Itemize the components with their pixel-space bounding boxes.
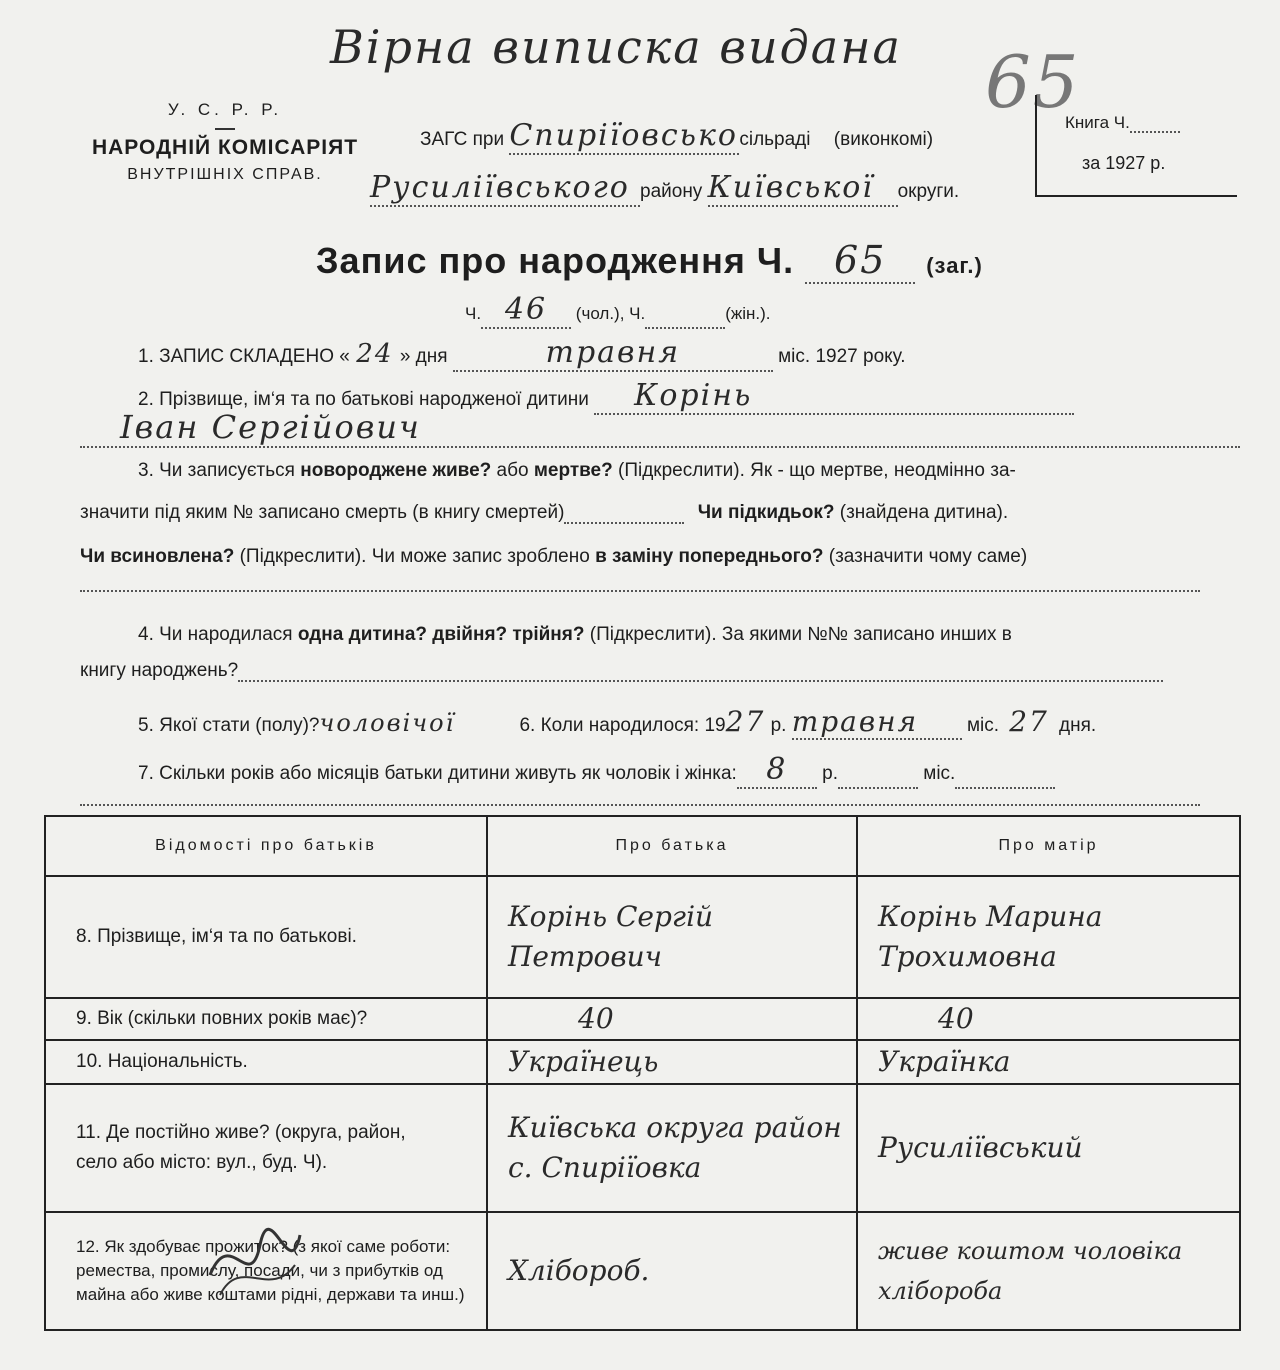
mother-value: живе коштом чоловіка хлібороба xyxy=(857,1212,1240,1330)
item-7-label: 7. Скільки років або місяців батьки дитини живуть як чоловік і жінка: xyxy=(138,763,737,784)
item-3-death-ref: значити під яким № записано смерть (в книгу смертей) xyxy=(80,502,565,523)
district-line xyxy=(370,170,959,207)
divider xyxy=(215,128,235,130)
item-6-label: 6. Коли народилося: 19 xyxy=(519,715,726,736)
father-value: 40 xyxy=(487,998,857,1040)
table-row xyxy=(45,876,1240,998)
item-4-line-2 xyxy=(80,660,1163,682)
row-question: 12. Як здобуває прожиток? (з якої саме роботи: ремества, промислу, посади, чи з прибутків од майна або живе коштами рідні, держави та инш.) xyxy=(45,1212,487,1330)
record-title-suffix: (заг.) xyxy=(926,253,983,278)
year-abbr: р. xyxy=(770,715,787,736)
subnumber-prefix: Ч. xyxy=(465,304,482,323)
item-1-tail: міс. 1927 року. xyxy=(778,346,906,367)
item-2-surname: Корінь xyxy=(594,378,1074,415)
item-2-label: 2. Прізвище, ім‘я та по батькові народженої дитини xyxy=(138,389,589,410)
item-4-text: 4. Чи народилася xyxy=(138,624,293,645)
item-1-mid: » дня xyxy=(399,346,448,367)
item-3-found: (знайдена дитина). xyxy=(839,502,1009,523)
mother-value: Корінь Марина Трохимовна xyxy=(857,876,1240,998)
top-handwritten-note: Вірна виписка видана xyxy=(330,20,902,74)
father-value: Корінь Сергій Петрович xyxy=(487,876,857,998)
item-4-options: одна дитина? двійня? трійня? xyxy=(297,624,585,645)
executive-label: (виконкомі) xyxy=(833,129,934,150)
book-number-blank xyxy=(1130,113,1180,133)
item-7 xyxy=(138,752,1055,789)
book-year: за 1927 р. xyxy=(1082,153,1166,173)
item-4-text-2: (Підкреслити). За якими №№ записано инших в xyxy=(589,624,1012,645)
village-council-value: Спиріїовсько xyxy=(509,118,738,153)
item-3-text: 3. Чи записується xyxy=(138,460,295,481)
item-3-reason: (зазначити чому саме) xyxy=(828,546,1028,567)
item-3-alive: новороджене живе? xyxy=(300,460,492,481)
row-question: 10. Національність. xyxy=(45,1040,487,1084)
table-row xyxy=(45,998,1240,1040)
item-1-label: 1. ЗАПИС СКЛАДЕНО « xyxy=(138,346,350,367)
row-question: 8. Прізвище, ім‘я та по батькові. xyxy=(45,876,487,998)
months-abbr: міс. xyxy=(923,763,956,784)
okruga-label: округи. xyxy=(897,181,960,202)
father-value: Українець xyxy=(487,1040,857,1084)
item-3-line-2 xyxy=(80,502,1008,524)
item-3-text-2: (Підкреслити). Як - що мертве, неодмінно за- xyxy=(618,460,1016,481)
father-value: Київська округа район с. Спиріїовка xyxy=(487,1084,857,1212)
book-label: Книга Ч. xyxy=(1065,113,1130,132)
table-row xyxy=(45,1040,1240,1084)
female-number-blank xyxy=(645,309,725,329)
blank xyxy=(564,504,684,524)
item-4-line-1 xyxy=(138,624,1012,646)
item-3-foundling: Чи підкидьок? xyxy=(697,502,835,523)
record-title xyxy=(316,238,983,284)
header-mother: Про матір xyxy=(857,816,1240,876)
row-question: 9. Вік (скільки повних років має)? xyxy=(45,998,487,1040)
item-3-or: або xyxy=(496,460,529,481)
male-number: 46 xyxy=(481,292,571,329)
month-abbr: міс. xyxy=(966,715,1000,736)
item-4-book: книгу народжень? xyxy=(80,660,239,681)
mother-value: Українка xyxy=(857,1040,1240,1084)
blank xyxy=(238,662,1163,682)
header-info: Відомості про батьків xyxy=(45,816,487,876)
signature-scribble xyxy=(200,1215,310,1305)
item-5-6 xyxy=(138,705,1096,740)
zags-line xyxy=(420,118,933,155)
district-value: Русиліївського xyxy=(370,170,640,207)
mother-value: Русиліївський xyxy=(857,1084,1240,1212)
years-abbr: р. xyxy=(822,763,838,784)
item-5-sex: чоловічої xyxy=(319,709,456,737)
record-title-text: Запис про народження Ч. xyxy=(316,240,795,281)
record-number: 65 xyxy=(805,238,915,284)
table-row xyxy=(45,1084,1240,1212)
header-father: Про батька xyxy=(487,816,857,876)
republic-label: У. С. Р. Р. xyxy=(167,100,283,119)
item-6-day: 27 xyxy=(1009,705,1049,738)
corner-number: 65 xyxy=(985,40,1081,124)
item-2-name: Іван Сергійович xyxy=(80,408,1240,448)
item-3-line-3 xyxy=(80,546,1027,568)
father-value: Хлібороб. xyxy=(487,1212,857,1330)
okruga-value: Київської xyxy=(708,170,898,207)
district-label: району xyxy=(640,181,703,202)
row-question: 11. Де постійно живе? (округа, район, село або місто: вул., буд. Ч). xyxy=(45,1084,487,1212)
village-council-label: сільраді xyxy=(739,129,811,150)
item-6-year: 27 xyxy=(725,705,766,738)
department-label: ВНУТРІШНІХ СПРАВ. xyxy=(127,166,323,183)
item-3-blank-line xyxy=(80,572,1200,592)
item-1-day: 24 xyxy=(356,339,394,369)
table-header-row xyxy=(45,816,1240,876)
item-3-adopted: Чи всиновлена? xyxy=(80,546,235,567)
item-1-month: травня xyxy=(453,335,773,372)
item-1 xyxy=(138,335,906,372)
day-abbr: дня. xyxy=(1059,715,1097,736)
item-6-month: травня xyxy=(792,705,962,740)
item-5-label: 5. Якої стати (полу)? xyxy=(138,715,320,736)
female-label: (жін.). xyxy=(725,304,771,323)
issuing-authority xyxy=(80,100,370,184)
item-3-dead: мертве? xyxy=(533,460,613,481)
item-3-line-1 xyxy=(138,460,1016,482)
mother-value: 40 xyxy=(857,998,1240,1040)
zags-label: ЗАГС при xyxy=(420,129,505,150)
item-7-blank-line xyxy=(80,786,1200,806)
item-3-replacement: в заміну попереднього? xyxy=(595,546,824,567)
book-box xyxy=(1035,95,1237,197)
commissariat-label: НАРОДНІЙ КОМІСАРІЯТ xyxy=(91,136,359,159)
subnumbers-line xyxy=(465,292,771,329)
item-7-years: 8 xyxy=(737,752,817,789)
item-3-text-3: (Підкреслити). Чи може запис зроблено xyxy=(239,546,590,567)
male-label: (чол.), Ч. xyxy=(575,304,646,323)
